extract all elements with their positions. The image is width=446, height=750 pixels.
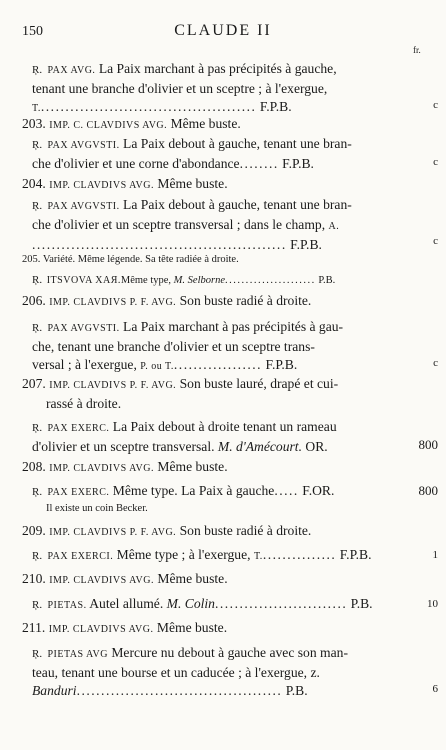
metal: F.P.B.	[290, 237, 322, 252]
price: 10	[427, 598, 438, 610]
text: tenant une branche d'olivier et un sceptre ; à l'exergue,	[32, 81, 328, 96]
text: rassé à droite.	[46, 396, 122, 411]
entry-210-reverse	[32, 595, 402, 615]
price: c	[433, 99, 438, 111]
text: Même buste.	[153, 571, 228, 586]
entry-number: 209.	[22, 523, 46, 538]
text: Même buste.	[167, 116, 241, 131]
price: 1	[432, 549, 438, 561]
entry-number: 210.	[22, 571, 46, 586]
text: teau, tenant une bourse et un caducée ; à l'exergue, z.	[32, 665, 320, 680]
legend: PIETAS AVG	[47, 649, 108, 660]
leader: ..................	[173, 357, 263, 372]
metal: F.P.B.	[259, 99, 292, 114]
leader: .....	[274, 483, 299, 498]
legend: PAX AVGVSTI.	[47, 140, 120, 151]
reverse-symbol: Ŗ.	[32, 648, 43, 660]
metal: F.OR.	[302, 483, 335, 498]
text: La Paix debout à gauche, tenant une bran-	[119, 197, 352, 212]
entry-207-reverse	[32, 418, 402, 456]
text: La Paix marchant à pas précipités à gau-	[119, 319, 344, 334]
price: 800	[418, 437, 438, 452]
leader: ........	[239, 156, 279, 171]
legend: IMP. CLAVDIVS AVG.	[49, 180, 154, 191]
reverse-symbol: Ŗ.	[32, 599, 43, 611]
legend: PAX AVGVSTI.	[47, 323, 120, 334]
leader: ...............	[262, 547, 337, 562]
text: Même buste.	[153, 459, 228, 474]
reverse-symbol: Ŗ.	[32, 486, 43, 498]
collection: M. Colin	[166, 596, 215, 611]
collection: M. d'Amécourt.	[217, 439, 302, 454]
legend: IMP. CLAVDIVS P. F. AVG.	[49, 527, 177, 538]
legend: IMP. CLAVDIVS AVG.	[49, 463, 154, 474]
text: Même type ; à l'exergue,	[113, 547, 254, 562]
reverse-symbol: Ŗ.	[32, 422, 43, 434]
metal: P.B.	[350, 596, 373, 611]
text: T.	[253, 551, 263, 562]
reverse-symbol: Ŗ.	[32, 64, 43, 76]
entry-211-obverse	[22, 619, 402, 639]
text: La Paix debout à droite tenant un rameau	[109, 419, 337, 434]
entry-204-obverse	[22, 175, 402, 195]
price: 800	[418, 483, 438, 498]
reverse-symbol: Ŗ.	[32, 550, 43, 562]
column-head: fr.	[413, 45, 421, 55]
entry-number: 211.	[22, 620, 46, 635]
text: T.	[32, 103, 41, 114]
entry-202-reverse	[32, 60, 402, 118]
entry-number: 204.	[22, 176, 46, 191]
metal: F.P.B.	[265, 357, 298, 372]
legend: PAX EXERC.	[47, 423, 110, 434]
entry-207-obverse	[22, 375, 402, 413]
text: La Paix debout à gauche, tenant une bran-	[119, 136, 352, 151]
text: Autel allumé.	[86, 596, 167, 611]
price: 6	[432, 683, 438, 695]
legend: IMP. CLAVDIVS AVG.	[48, 624, 154, 635]
reverse-symbol: Ŗ.	[32, 200, 43, 212]
text: versal ; à l'exergue,	[32, 357, 141, 372]
metal: F.P.B.	[282, 156, 314, 171]
entry-number: 206.	[22, 293, 46, 308]
legend: IMP. CLAVDIVS AVG.	[49, 575, 154, 586]
leader: ......................	[225, 275, 316, 286]
text: Mercure nu debout à gauche avec son man-	[107, 645, 348, 660]
text: Même type,	[120, 275, 174, 286]
leader: ....................................................	[32, 237, 287, 252]
text: La Paix marchant à pas précipités à gauche,	[95, 61, 337, 76]
collection: M. Selborne	[173, 275, 225, 286]
legend: IMP. C. CLAVDIVS AVG.	[49, 120, 168, 131]
entry-210-obverse	[22, 570, 402, 590]
entry-203-obverse	[22, 115, 402, 135]
legend: PAX EXERCI.	[47, 551, 114, 562]
text: Même type. La Paix à gauche	[109, 483, 275, 498]
entry-208-reverse	[32, 482, 402, 502]
metal: P.B.	[318, 275, 336, 286]
entry-208-obverse	[22, 458, 402, 478]
entry-205-reverse	[32, 271, 402, 290]
text: P. ou T.	[140, 361, 174, 372]
reverse-symbol: Ŗ.	[32, 139, 43, 151]
leader: ...........................	[214, 596, 348, 611]
text: che d'olivier et une corne d'abondance	[32, 156, 240, 171]
price: c	[433, 156, 438, 168]
text: A.	[328, 221, 340, 232]
entry-211-reverse	[32, 644, 402, 700]
legend: PIETAS.	[47, 600, 87, 611]
metal: F.P.B.	[339, 547, 372, 562]
legend: PAX AVG.	[47, 65, 96, 76]
entry-204-reverse	[32, 196, 402, 254]
price: c	[433, 235, 438, 247]
entry-number: 208.	[22, 459, 46, 474]
entry-209-obverse	[22, 522, 402, 542]
legend: PAX EXERC.	[47, 487, 110, 498]
page-number: 150	[22, 24, 43, 39]
text: Variété. Même légende. Sa tête radiée à droite.	[42, 254, 239, 265]
price: c	[433, 357, 438, 369]
entry-208-note: Il existe un coin Becker.	[46, 503, 148, 514]
entry-number: 207.	[22, 376, 46, 391]
metal: P.B.	[285, 683, 308, 698]
reverse-symbol: Ŗ.	[32, 322, 43, 334]
legend: IMP. CLAVDIVS P. F. AVG.	[49, 297, 177, 308]
entry-205-obverse	[22, 253, 402, 267]
text: Même buste.	[153, 176, 228, 191]
text: Même buste.	[153, 620, 228, 635]
text: Son buste radié à droite.	[176, 523, 312, 538]
entry-203-reverse	[32, 135, 402, 173]
entry-number: 205.	[22, 254, 41, 265]
reverse-symbol: Ŗ.	[32, 274, 43, 286]
text: che, tenant une branche d'olivier et un sceptre trans-	[32, 339, 315, 354]
leader: ..........................................	[76, 683, 283, 698]
metal: OR.	[301, 439, 328, 454]
entry-206-reverse	[32, 318, 402, 376]
text: che d'olivier et un sceptre transversal ; dans le champ,	[32, 217, 326, 232]
running-title: CLAUDE II	[174, 22, 272, 39]
legend: IMP. CLAVDIVS P. F. AVG.	[49, 380, 177, 391]
collection: Banduri	[32, 683, 77, 698]
entry-209-reverse	[32, 546, 402, 566]
text: Son buste radié à droite.	[176, 293, 312, 308]
text: Son buste lauré, drapé et cui-	[176, 376, 339, 391]
entry-206-obverse	[22, 292, 402, 312]
legend: ITSVOVA XAЯ.	[46, 275, 121, 286]
text: d'olivier et un sceptre transversal.	[32, 439, 218, 454]
legend: PAX AVGVSTI.	[47, 201, 120, 212]
leader: ............................................	[40, 99, 257, 114]
entry-number: 203.	[22, 116, 46, 131]
